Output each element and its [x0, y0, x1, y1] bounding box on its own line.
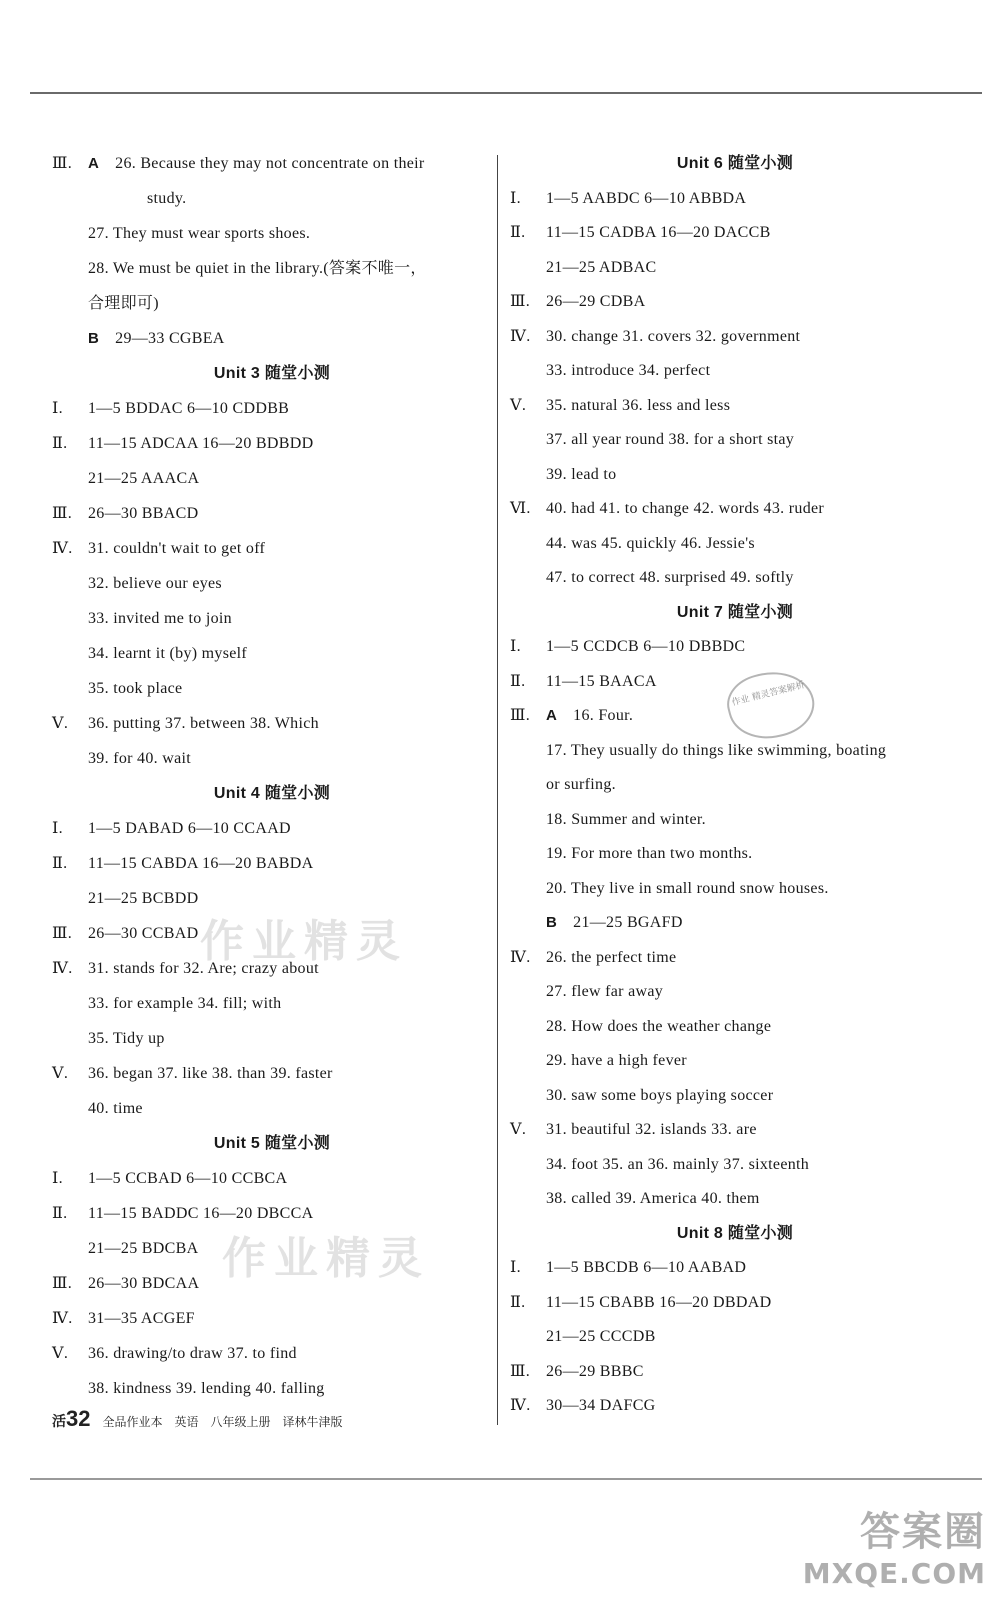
answer-line — [510, 1323, 960, 1358]
answer-text: 33. for example 34. fill; with — [88, 995, 282, 1012]
answer-line — [510, 1082, 960, 1117]
book-title: 全品作业本 — [102, 1415, 163, 1429]
answer-text: 21—25 BCBDD — [88, 890, 199, 907]
answer-line — [52, 640, 492, 675]
answer-text: 36. began 37. like 38. than 39. faster — [88, 1065, 333, 1082]
answer-line — [52, 990, 492, 1025]
page-footer — [52, 1406, 343, 1432]
top-rule — [30, 92, 982, 94]
section-numeral: Ⅰ. — [52, 820, 63, 837]
answer-text: 17. They usually do things like swimming, boating — [546, 741, 887, 759]
answer-line — [510, 323, 960, 358]
answer-text: 33. introduce 34. perfect — [546, 362, 711, 379]
section-numeral: Ⅲ. — [52, 155, 73, 172]
answer-text: 27. flew far away — [546, 983, 664, 1000]
edition: 译林牛津版 — [282, 1415, 343, 1429]
answer-text: 31. stands for 32. Are; crazy about — [88, 960, 319, 977]
answer-line — [52, 605, 492, 640]
answer-text: 40. had 41. to change 42. words 43. ruder — [546, 500, 825, 517]
answer-line — [510, 219, 960, 254]
answer-text: 30. saw some boys playing soccer — [546, 1086, 774, 1104]
watermark-stamp: 作业 精灵答案解析 — [721, 663, 820, 748]
answer-line — [510, 1151, 960, 1186]
answer-text: 1—5 BBCDB 6—10 AABAD — [546, 1259, 747, 1276]
answer-text: 26. Because they may not concentrate on their — [115, 155, 425, 172]
answer-text: 21—25 BDCBA — [88, 1240, 199, 1257]
bottom-rule — [30, 1478, 982, 1480]
section-numeral: Ⅴ. — [510, 396, 527, 414]
answer-text: 30—34 DAFCG — [546, 1397, 656, 1414]
answer-text: 11—15 BADDC 16—20 DBCCA — [88, 1205, 314, 1222]
answer-text: 11—15 CABDA 16—20 BABDA — [88, 855, 314, 872]
answer-text: 47. to correct 48. surprised 49. softly — [546, 569, 794, 586]
answer-line — [52, 1375, 492, 1410]
answer-line — [52, 150, 492, 185]
subject: 英语 — [174, 1415, 199, 1429]
unit-heading: Unit 3 随堂小测 — [213, 365, 331, 382]
answer-line — [510, 1254, 960, 1289]
answer-text: 35. took place — [88, 680, 183, 697]
site-watermark-url: MXQE.COM — [802, 1557, 986, 1590]
answer-text: 35. Tidy up — [88, 1030, 165, 1047]
answer-text: 21—25 CCCDB — [546, 1328, 656, 1345]
answer-line — [52, 815, 492, 850]
answer-text: 11—15 ADCAA 16—20 BDBDD — [88, 435, 314, 452]
section-numeral: Ⅱ. — [510, 224, 526, 241]
answer-line — [52, 255, 492, 290]
section-numeral: Ⅰ. — [510, 638, 521, 655]
answer-text: 29—33 CGBEA — [115, 330, 225, 347]
answer-line — [510, 771, 960, 806]
section-numeral: Ⅳ. — [510, 948, 531, 966]
right-answer-column — [510, 150, 960, 1427]
answer-text: 34. learnt it (by) myself — [88, 645, 248, 662]
answer-line — [510, 461, 960, 496]
answer-text: or surfing. — [546, 776, 616, 793]
answer-line — [52, 1025, 492, 1060]
site-watermark-cn: 答案圈 — [860, 1509, 986, 1555]
answer-text: 38. kindness 39. lending 40. falling — [88, 1380, 325, 1397]
footer-prefix: 活 — [52, 1413, 66, 1429]
answer-line — [52, 1305, 492, 1340]
answer-text: 18. Summer and winter. — [546, 810, 706, 828]
answer-line — [52, 1060, 492, 1095]
section-numeral: Ⅴ. — [52, 715, 69, 732]
answer-line — [510, 909, 960, 944]
watermark-text-2: 作业精灵 — [222, 1233, 430, 1284]
answer-text: 36. drawing/to draw 37. to find — [88, 1345, 297, 1362]
column-divider — [497, 155, 498, 1425]
section-numeral: Ⅱ. — [52, 435, 68, 452]
part-letter: A — [88, 155, 100, 172]
answer-line — [510, 1047, 960, 1082]
answer-line — [52, 220, 492, 255]
answer-text: 30. change 31. covers 32. government — [546, 327, 801, 345]
answer-line — [52, 1340, 492, 1375]
answer-text: 合理即可) — [88, 295, 159, 312]
answer-line — [52, 325, 492, 360]
section-numeral: Ⅳ. — [510, 327, 531, 345]
answer-line — [52, 850, 492, 885]
section-numeral: Ⅰ. — [52, 1170, 63, 1187]
answer-line — [510, 1289, 960, 1324]
section-numeral: Ⅱ. — [52, 855, 68, 872]
answer-text: 26—29 BBBC — [546, 1362, 644, 1380]
section-numeral: Ⅳ. — [52, 960, 73, 977]
answer-text: 37. all year round 38. for a short stay — [546, 431, 795, 448]
section-numeral: Ⅴ. — [510, 1121, 527, 1138]
answer-line — [510, 633, 960, 668]
answer-line — [52, 1165, 492, 1200]
section-numeral: Ⅳ. — [52, 1310, 73, 1327]
unit-heading: Unit 5 随堂小测 — [213, 1135, 331, 1152]
answer-line — [510, 978, 960, 1013]
unit-heading: Unit 4 随堂小测 — [213, 785, 331, 802]
section-numeral: Ⅰ. — [52, 400, 63, 417]
answer-line — [52, 290, 492, 325]
answer-line — [52, 500, 492, 535]
answer-line — [510, 1392, 960, 1427]
unit-heading: Unit 6 随堂小测 — [676, 155, 794, 172]
answer-line — [52, 535, 492, 570]
answer-text: 38. called 39. America 40. them — [546, 1190, 760, 1207]
answer-text: 31. couldn't wait to get off — [88, 540, 266, 557]
answer-line — [510, 806, 960, 841]
answer-text: 16. Four. — [573, 707, 634, 724]
site-watermark — [803, 1500, 986, 1590]
answer-line — [510, 530, 960, 565]
answer-text: 28. How does the weather change — [546, 1017, 772, 1035]
answer-line — [52, 570, 492, 605]
answer-text: 11—15 CBABB 16—20 DBDAD — [546, 1293, 772, 1311]
answer-line — [510, 840, 960, 875]
answer-text: 26—30 CCBAD — [88, 925, 199, 942]
section-numeral: Ⅲ. — [52, 925, 73, 942]
answer-text: 1—5 CCDCB 6—10 DBBDC — [546, 638, 746, 655]
answer-text: 1—5 AABDC 6—10 ABBDA — [546, 189, 747, 207]
answer-line — [510, 357, 960, 392]
unit-heading: Unit 8 随堂小测 — [676, 1224, 794, 1242]
section-numeral: Ⅴ. — [52, 1345, 69, 1362]
section-numeral: Ⅱ. — [52, 1205, 68, 1222]
answer-text: 1—5 BDDAC 6—10 CDDBB — [88, 400, 290, 417]
unit-heading: Unit 7 随堂小测 — [676, 603, 794, 621]
section-numeral: Ⅲ. — [510, 293, 531, 310]
answer-line — [510, 185, 960, 220]
answer-text: 39. lead to — [546, 465, 617, 483]
answer-text: 21—25 AAACA — [88, 470, 200, 487]
answer-line — [510, 1013, 960, 1048]
answer-text: 36. putting 37. between 38. Which — [88, 715, 319, 732]
answer-text: 27. They must wear sports shoes. — [88, 225, 311, 242]
answer-line — [510, 1116, 960, 1151]
answer-text: 26—30 BDCAA — [88, 1275, 200, 1292]
answer-text: 40. time — [88, 1100, 143, 1117]
answer-line — [510, 564, 960, 599]
answer-text: 29. have a high fever — [546, 1052, 687, 1069]
section-numeral: Ⅳ. — [510, 1397, 531, 1414]
section-numeral: Ⅴ. — [52, 1065, 69, 1082]
answer-line — [510, 944, 960, 979]
section-numeral: Ⅲ. — [510, 707, 531, 724]
section-numeral: Ⅲ. — [510, 1362, 531, 1380]
answer-line — [52, 465, 492, 500]
answer-text: 26—29 CDBA — [546, 293, 646, 310]
answer-line — [510, 495, 960, 530]
answer-text: 39. for 40. wait — [88, 750, 192, 767]
section-numeral: Ⅵ. — [510, 500, 531, 517]
answer-text: 32. believe our eyes — [88, 575, 222, 592]
answer-text: 26—30 BBACD — [88, 505, 199, 522]
section-numeral: Ⅱ. — [510, 1293, 526, 1311]
answer-line — [52, 430, 492, 465]
answer-line — [510, 737, 960, 772]
answer-line — [510, 1185, 960, 1220]
answer-line — [52, 710, 492, 745]
answer-line — [510, 875, 960, 910]
answer-text: 34. foot 35. an 36. mainly 37. sixteenth — [546, 1155, 810, 1173]
answer-line — [52, 745, 492, 780]
answer-text: 31—35 ACGEF — [88, 1310, 195, 1327]
part-letter: B — [546, 914, 558, 931]
answer-line — [52, 1095, 492, 1130]
section-numeral: Ⅲ. — [52, 1275, 73, 1292]
answer-line — [510, 288, 960, 323]
answer-line — [52, 395, 492, 430]
answer-text: 19. For more than two months. — [546, 845, 753, 862]
answer-text: 11—15 BAACA — [546, 672, 657, 690]
answer-text: 31. beautiful 32. islands 33. are — [546, 1121, 757, 1138]
answer-text: 26. the perfect time — [546, 948, 677, 966]
section-numeral: Ⅰ. — [510, 1259, 521, 1276]
answer-text: 20. They live in small round snow houses. — [546, 879, 829, 897]
answer-line — [52, 675, 492, 710]
answer-line — [510, 1358, 960, 1393]
answer-line — [52, 185, 492, 220]
grade: 八年级上册 — [210, 1415, 271, 1429]
part-letter: A — [546, 707, 558, 724]
answer-line — [510, 426, 960, 461]
answer-text: 1—5 CCBAD 6—10 CCBCA — [88, 1170, 288, 1187]
page-number: 32 — [66, 1406, 91, 1431]
part-letter: B — [88, 330, 100, 347]
answer-text: 1—5 DABAD 6—10 CCAAD — [88, 820, 291, 837]
left-answer-column — [52, 150, 492, 1410]
section-numeral: Ⅰ. — [510, 189, 521, 207]
answer-text: study. — [147, 190, 187, 207]
answer-text: 33. invited me to join — [88, 610, 232, 627]
answer-text: 21—25 BGAFD — [573, 914, 683, 931]
section-numeral: Ⅱ. — [510, 672, 526, 690]
answer-text: 28. We must be quiet in the library.(答案不唯一， — [88, 260, 427, 277]
section-numeral: Ⅲ. — [52, 505, 73, 522]
answer-text: 11—15 CADBA 16—20 DACCB — [546, 224, 771, 241]
answer-line — [510, 392, 960, 427]
answer-text: 44. was 45. quickly 46. Jessie's — [546, 534, 755, 552]
answer-line — [510, 254, 960, 289]
answer-text: 21—25 ADBAC — [546, 258, 657, 276]
answer-text: 35. natural 36. less and less — [546, 396, 731, 414]
section-numeral: Ⅳ. — [52, 540, 73, 557]
watermark-text-1: 作业精灵 — [200, 916, 408, 967]
